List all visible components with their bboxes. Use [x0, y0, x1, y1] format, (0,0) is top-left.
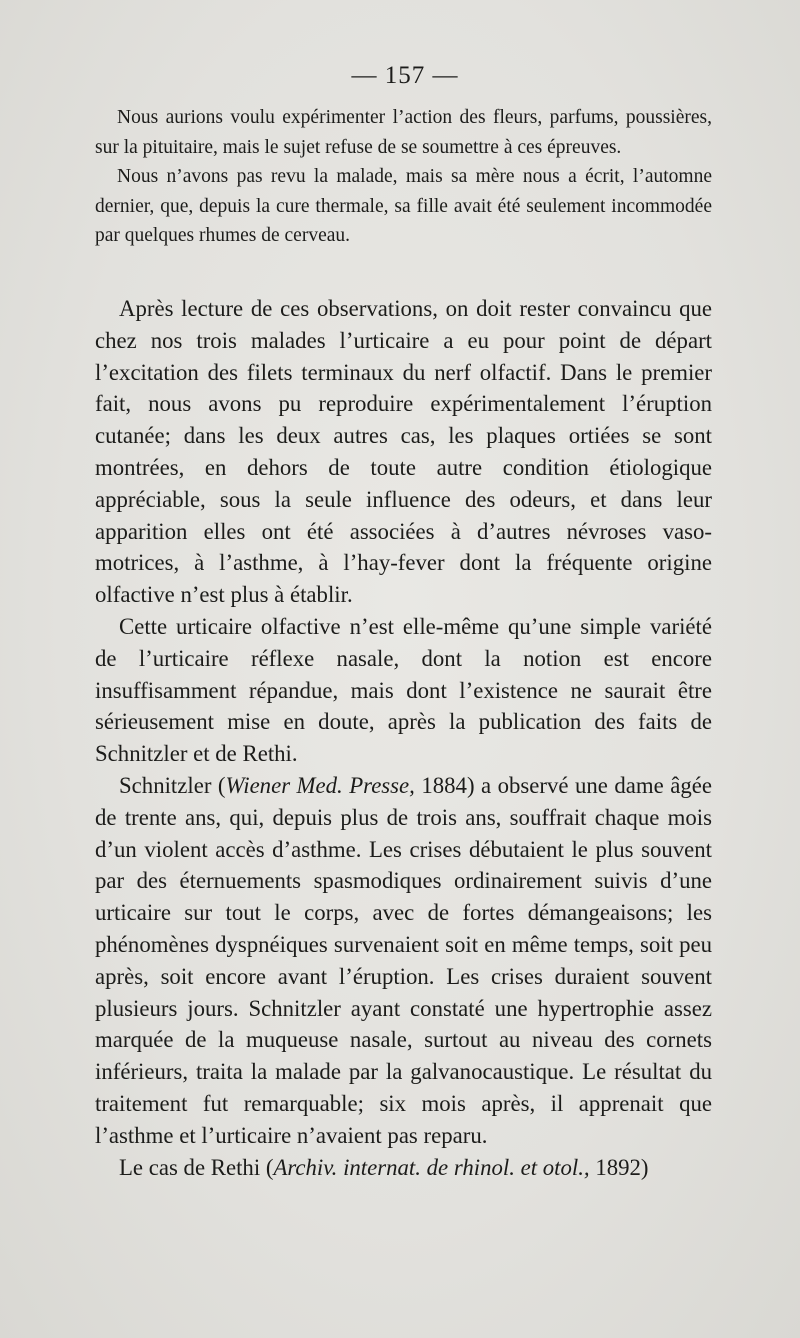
text-run: Schnitzler ( [119, 772, 226, 798]
citation: Archiv. internat. de rhinol. et otol., [273, 1154, 590, 1180]
text-run: 1892) [589, 1154, 649, 1180]
text-run: 1884) a observé une dame âgée de trente ans, qui, depuis plus de trois ans, souffrait chaque mois d’un violent accès d’asthme. Les crises débutaient le plus souvent par des éternuements spasmodiques ordinairement suivis d’une urticaire sur tout le corps, avec de fortes démangeaisons; les phénomènes dyspnéiques survenaient soit en même temps, soit peu après, soit encore avant l’éruption. Les crises duraient souvent plusieurs jours. Schnitzler ayant constaté une hypertrophie assez marquée de la muqueuse nasale, surtout au niveau des cornets inférieurs, traita la malade par la galvanocaustique. Le résultat du traitement fut remarquable; six mois après, il apprenait que l’asthme et l’urticaire n’avaient pas reparu. [95, 772, 712, 1148]
observation-notes [95, 103, 712, 251]
paragraph: Nous aurions voulu expérimenter l’action des fleurs, parfums, poussières, sur la pituitaire, mais le sujet refuse de se soumettre à ces épreuves. [95, 107, 712, 158]
paragraph [95, 770, 712, 1152]
main-text [95, 293, 712, 1183]
paragraph [95, 1152, 712, 1184]
paragraph: Cette urticaire olfactive n’est elle-même qu’une simple variété de l’urticaire réflexe nasale, dont la notion est encore insuffisamment répandue, mais dont l’existence ne saurait être sérieusement mise en doute, après la publication des faits de Schnitzler et de Rethi. [95, 613, 712, 767]
citation: Wiener Med. Presse, [225, 772, 415, 798]
paragraph: Après lecture de ces observations, on doit rester convaincu que chez nos trois malades l’urticaire a eu pour point de départ l’excitation des filets terminaux du nerf olfactif. Dans le premier fait, nous avons pu reproduire expérimentalement l’éruption cutanée; dans les deux autres cas, les plaques ortiées se sont montrées, en dehors de toute autre condition étiologique appréciable, sous la seule influence des odeurs, et dans leur apparition elles ont été associées à d’autres névroses vaso-motrices, à l’asthme, à l’hay-fever dont la fréquente origine olfactive n’est plus à établir. [95, 296, 712, 608]
text-run: Le cas de Rethi ( [119, 1154, 274, 1180]
paragraph: Nous n’avons pas revu la malade, mais sa mère nous a écrit, l’automne dernier, que, depuis la cure thermale, sa fille avait été seulement incommodée par quelques rhumes de cerveau. [95, 166, 712, 247]
page-number: — 157 — [351, 62, 459, 89]
